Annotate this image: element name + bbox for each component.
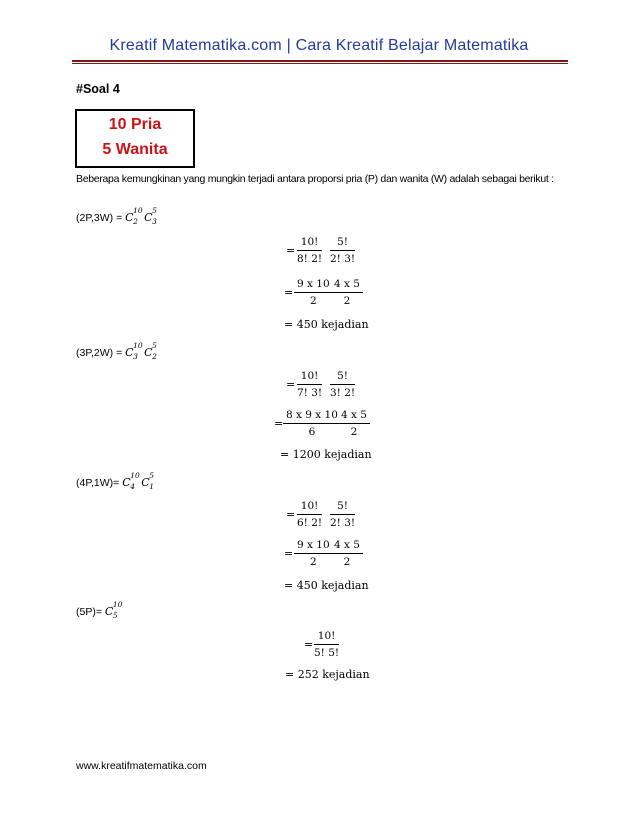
given-women: 5 Wanita [102,141,168,158]
combination-term: C 5 2 [144,341,157,361]
fraction: $\frac{10!}{6! 2!}$ [297,500,323,529]
intro-text: Beberapa kemungkinan yang mungkin terjadi antara proporsi pria (P) dan wanita (W) adalah sebagai berikut : [76,173,554,185]
case-label-text: (5P)= [76,605,105,618]
fraction: $\frac{5!}{2! 3!}$ [330,236,356,265]
fraction: $\frac{4 x 5}{2}$ [338,409,370,438]
fraction: $\frac{8 x 9 x 10}{6}$ [283,409,341,438]
combination-term: C 5 3 [144,206,157,226]
fraction: $\frac{4 x 5}{2}$ [331,539,363,568]
fraction: $\frac{10!}{7! 3!}$ [297,370,323,399]
given-men: 10 Pria [108,116,162,133]
footer-url: www.kreatifmatematika.com [76,760,207,772]
header-title: Kreatif Matematika.com | Cara Kreatif Belajar Matematika [109,37,529,54]
result: = 1200 kejadian [280,448,372,461]
fraction: $\frac{9 x 10}{2}$ [294,278,333,307]
result: = 252 kejadian [285,668,370,681]
equals-sign: = [304,638,314,651]
header-rule-thick [72,60,568,62]
combination-term: C 10 3 [125,341,143,361]
result: = 450 kejadian [284,318,369,331]
equals-sign: = [274,417,284,430]
equals-sign: = [284,286,294,299]
fraction: $\frac{10!}{5! 5!}$ [314,630,340,659]
equals-sign: = [284,547,294,560]
fraction: $\frac{5!}{2! 3!}$ [330,500,356,529]
header-rule-thin [72,63,568,64]
case-label-text: (3P,2W) = [76,346,126,359]
case-label-3p2w [76,341,163,361]
fraction: $\frac{5!}{3! 2!}$ [330,370,356,399]
fraction: $\frac{10!}{8! 2!}$ [297,236,323,265]
combination-term: C 10 2 [125,206,143,226]
combination-term: C 10 5 [104,600,123,620]
case-label-text: (4P,1W)= [76,476,123,489]
case-label-5p [76,600,124,620]
problem-number: #Soal 4 [76,82,120,96]
equals-sign: = [286,508,296,521]
result: = 450 kejadian [284,579,369,592]
case-label-2p3w [76,206,163,226]
combination-term: C 10 4 [122,471,140,491]
case-label-4p1w [76,471,160,491]
combination-term: C 5 1 [141,471,154,491]
given-box [75,109,195,168]
fraction: $\frac{4 x 5}{2}$ [331,278,363,307]
equals-sign: = [286,378,296,391]
case-label-text: (2P,3W) = [76,211,126,224]
fraction: $\frac{9 x 10}{2}$ [294,539,333,568]
equals-sign: = [286,244,296,257]
